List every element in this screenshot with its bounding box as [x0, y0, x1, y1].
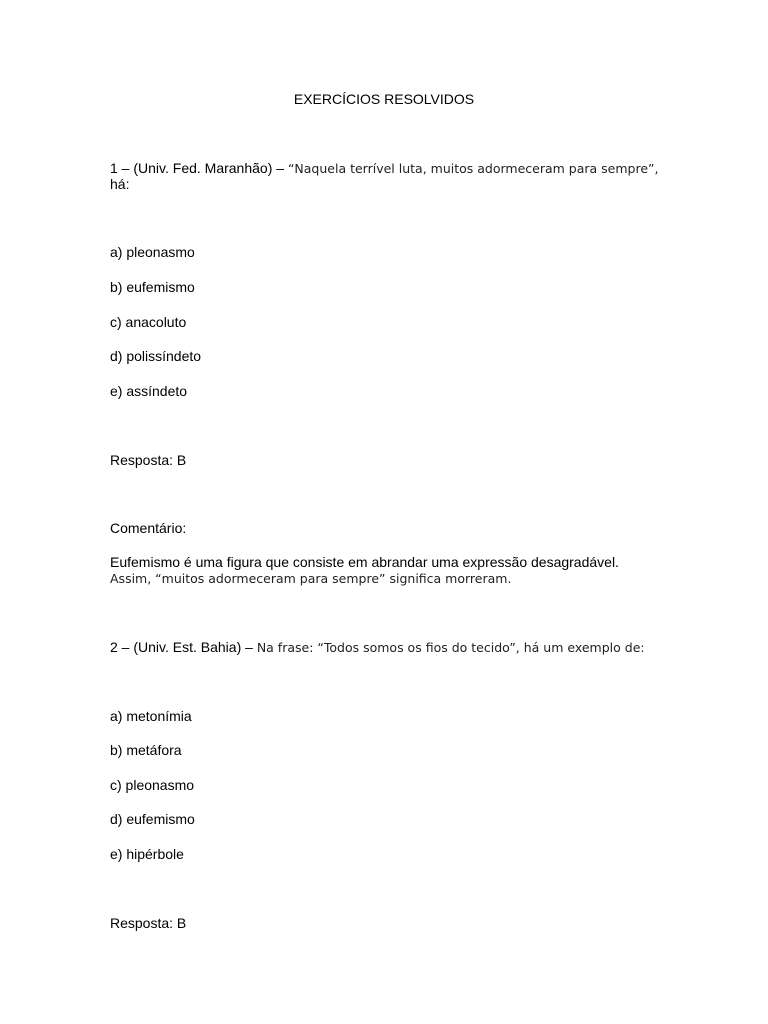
question-1-comment-line-1: Eufemismo é uma figura que consiste em abrandar uma expressão desagradável. [110, 554, 619, 570]
question-1-statement [110, 160, 658, 177]
question-1-option-a: a) pleonasmo [110, 244, 195, 260]
question-1-comment-line-2: Assim, “muitos adormeceram para sempre” significa morreram. [110, 571, 512, 586]
question-1-option-c: c) anacoluto [110, 314, 187, 330]
page-title: EXERCÍCIOS RESOLVIDOS [293, 91, 475, 107]
question-2-option-b: b) metáfora [110, 742, 182, 758]
question-2-option-c: c) pleonasmo [110, 777, 195, 793]
question-1-comment-label: Comentário: [110, 520, 187, 536]
question-2-answer: Resposta: B [110, 915, 187, 931]
question-1-option-d: d) polissíndeto [110, 348, 202, 364]
question-1-option-b: b) eufemismo [110, 279, 195, 295]
question-1-answer: Resposta: B [110, 452, 187, 468]
question-1-prefix: 1 – (Univ. Fed. Maranhão) – [110, 160, 288, 176]
question-2-statement [110, 639, 645, 656]
question-1-quote: “Naquela terrível luta, muitos adormeceram para sempre”, [287, 161, 659, 176]
question-2-quote: Na frase: “Todos somos os fios do tecido”, há um exemplo de: [256, 640, 645, 655]
question-2-prefix: 2 – (Univ. Est. Bahia) – [110, 639, 257, 655]
question-1-option-e: e) assíndeto [110, 383, 188, 399]
question-2-option-e: e) hipérbole [110, 846, 184, 862]
question-2-option-d: d) eufemismo [110, 811, 195, 827]
question-2-option-a: a) metonímia [110, 708, 192, 724]
question-1-continuation: há: [110, 176, 130, 192]
